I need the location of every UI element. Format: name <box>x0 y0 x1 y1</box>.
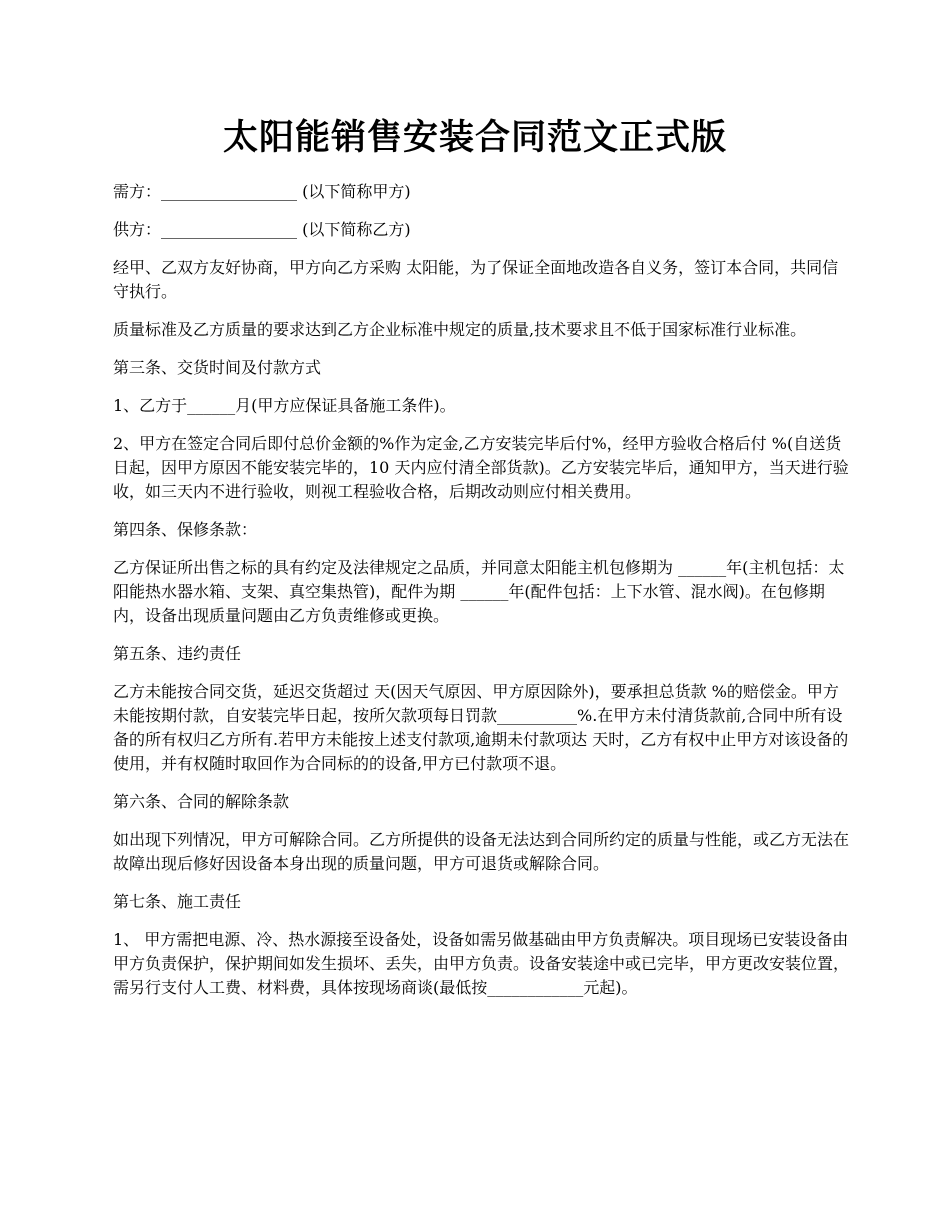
document-title: 太阳能销售安装合同范文正式版 <box>222 117 727 158</box>
article-4-paragraph: 乙方保证所出售之标的具有约定及法律规定之品质，并同意太阳能主机包修期为 ______年(主机包括：太阳能热水器水箱、支架、真空集热管)，配件为期 ______年(配件包括：上下水管、混水阀)。在包修期内，设备出现质量问题由乙方负责维修或更换。 <box>113 558 845 625</box>
buyer-line: 需方：_________________ (以下简称甲方) <box>113 182 411 201</box>
article-3-heading: 第三条、交货时间及付款方式 <box>113 358 322 377</box>
article-6-heading: 第六条、合同的解除条款 <box>113 792 290 811</box>
article-6-paragraph: 如出现下列情况，甲方可解除合同。乙方所提供的设备无法达到合同所约定的质量与性能，或乙方无法在故障出现后修好因设备本身出现的质量问题，甲方可退货或解除合同。 <box>113 830 850 873</box>
article-5-heading: 第五条、违约责任 <box>113 644 242 663</box>
article-7-clause-1: 1、 甲方需把电源、冷、热水源接至设备处，设备如需另做基础由甲方负责解决。项目现场已安装设备由甲方负责保护，保护期间如发生损坏、丢失，由甲方负责。设备安装途中或已完毕，甲方更改安装位置，需另行支付人工费、材料费，具体按现场商谈(最低按____________元起)。 <box>113 930 850 997</box>
preamble-paragraph: 经甲、乙双方友好协商，甲方向乙方采购 太阳能，为了保证全面地改造各自义务，签订本合同，共同信守执行。 <box>113 258 839 301</box>
article-4-heading: 第四条、保修条款： <box>113 520 258 539</box>
quality-standard-paragraph: 质量标准及乙方质量的要求达到乙方企业标准中规定的质量,技术要求且不低于国家标准行业标准。 <box>113 320 807 339</box>
supplier-line: 供方：_________________ (以下简称乙方) <box>113 220 411 239</box>
article-7-heading: 第七条、施工责任 <box>113 892 242 911</box>
document-body <box>113 180 853 1014</box>
article-3-clause-2: 2、甲方在签定合同后即付总价金额的%作为定金,乙方安装完毕后付%，经甲方验收合格后付 %(自送货日起，因甲方原因不能安装完毕的，10 天内应付清全部货款)。乙方安装完毕后，通知甲方，当天进行验收，如三天内不进行验收，则视工程验收合格，后期改动则应付相关费用。 <box>113 434 849 501</box>
article-5-paragraph: 乙方未能按合同交货，延迟交货超过 天(因天气原因、甲方原因除外)，要承担总货款 %的赔偿金。甲方未能按期付款，自安装完毕日起，按所欠款项每日罚款__________%.在甲方未付清货款前,合同中所有设备的所有权归乙方所有.若甲方未能按上述支付款项,逾期未付款项达 天时，乙方有权中止甲方对该设备的使用，并有权随时取回作为合同标的的设备,甲方已付款项不退。 <box>113 682 849 773</box>
article-3-clause-1: 1、乙方于______月(甲方应保证具备施工条件)。 <box>113 396 456 415</box>
